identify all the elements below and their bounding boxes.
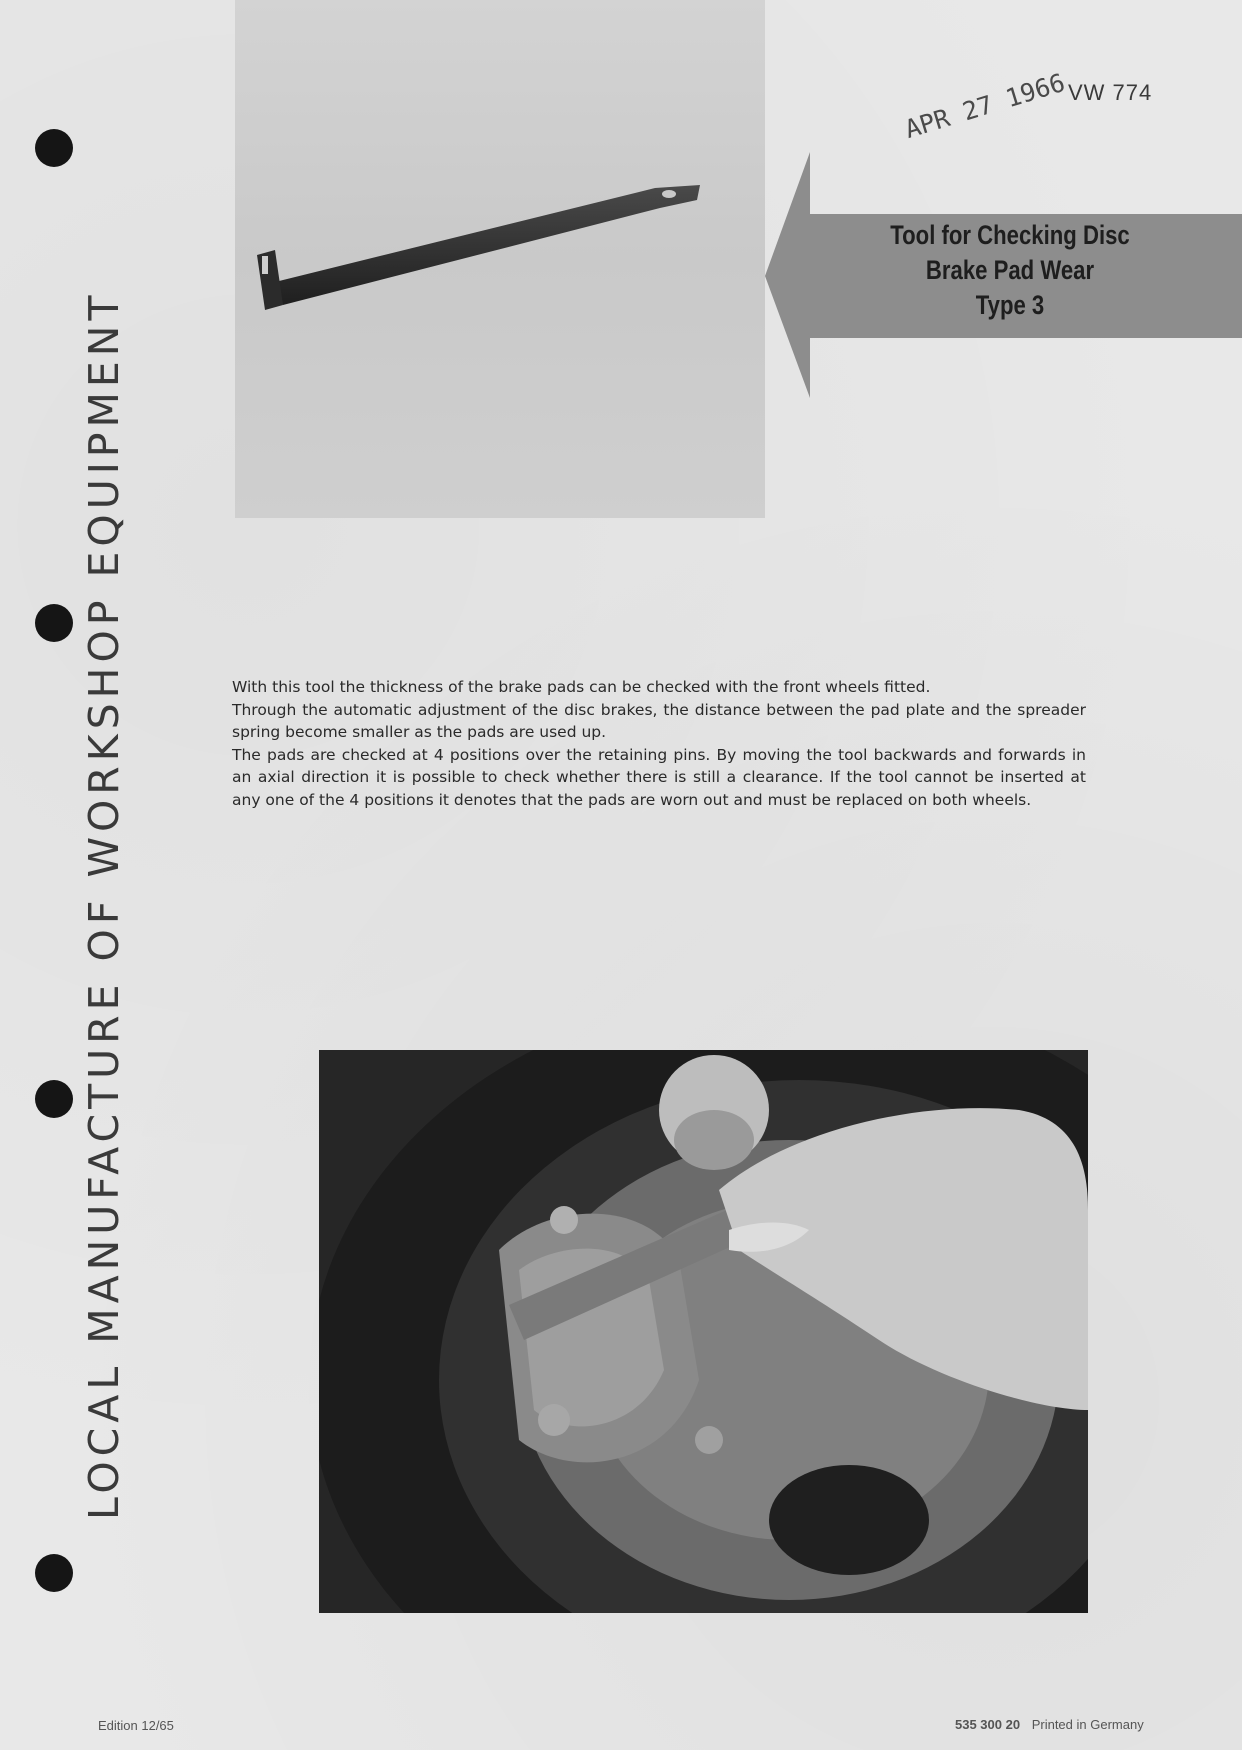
tool-photo: [235, 0, 765, 518]
banner-title-line: Tool for Checking Disc: [890, 220, 1130, 250]
footer-print-info: [955, 1717, 1144, 1732]
body-text: [232, 676, 1086, 811]
paragraph: With this tool the thickness of the brake pads can be checked with the front wheels fitted.: [232, 678, 931, 696]
paragraph: The pads are checked at 4 positions over the retaining pins. By moving the tool backwards and forwards in an axial direction it is possible to check whether there is still a clearance. If the tool cannot be inserted at any one of the 4 positions it denotes that the pads are worn out and must be replaced on both wheels.: [232, 745, 1086, 809]
paragraph: Through the automatic adjustment of the disc brakes, the distance between the pad plate and the spreader spring become smaller as the pads are used up.: [232, 700, 1086, 741]
punch-hole: [35, 1080, 73, 1118]
punch-hole: [35, 129, 73, 167]
brake-photo: [319, 1050, 1088, 1613]
date-stamp: APR 27 1966: [901, 67, 1069, 144]
part-number: 535 300 20: [955, 1717, 1021, 1732]
banner-title: [887, 218, 1133, 323]
punch-hole: [35, 604, 73, 642]
document-code: VW 774: [1068, 80, 1153, 105]
banner-title-line: Type 3: [975, 290, 1045, 320]
punch-hole: [35, 1554, 73, 1592]
side-title: LOCAL MANUFACTURE OF WORKSHOP EQUIPMENT: [80, 290, 128, 1520]
printed-label: Printed in Germany: [1031, 1717, 1144, 1732]
edition-label: Edition 12/65: [98, 1718, 174, 1733]
banner-title-line: Brake Pad Wear: [925, 255, 1095, 285]
